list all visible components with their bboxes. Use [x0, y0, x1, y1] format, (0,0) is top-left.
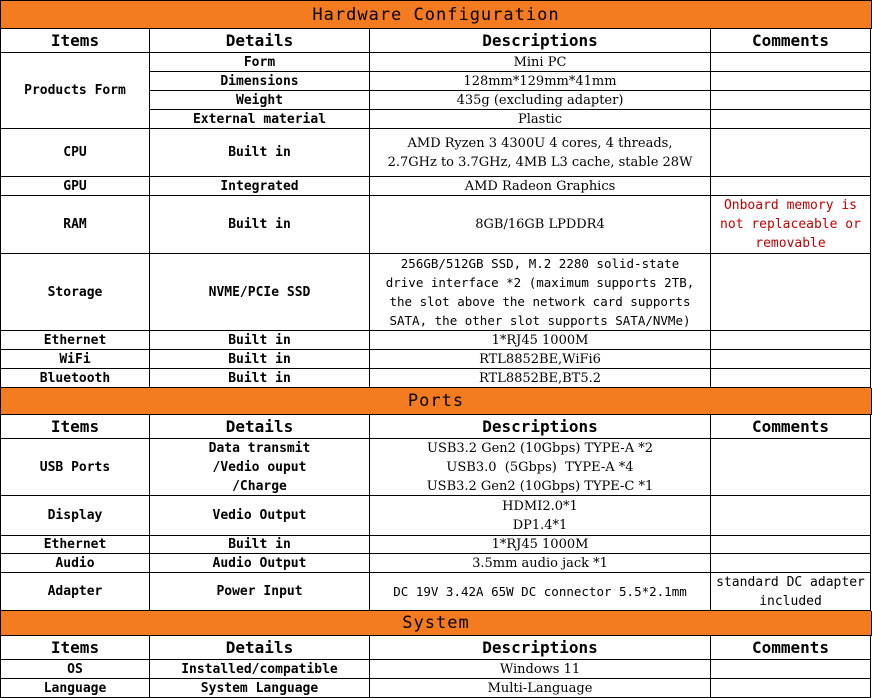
table-row [0, 72, 872, 91]
detail-storage: NVME/PCIe SSD [150, 254, 370, 331]
comment-line: standard DC adapter [716, 574, 865, 590]
comment-empty [711, 72, 871, 91]
item-cpu: CPU [0, 129, 150, 177]
section-banner-hardware [0, 0, 872, 29]
desc-ram: 8GB/16GB LPDDR4 [370, 196, 711, 254]
detail-language: System Language [150, 679, 370, 698]
comment-empty [711, 679, 871, 698]
desc-ethernet: 1*RJ45 1000M [370, 331, 711, 350]
desc-line: USB3.2 Gen2 (10Gbps) TYPE-C *1 [426, 478, 654, 494]
section-title: System [402, 613, 470, 633]
comment-line: not replaceable or [720, 217, 861, 232]
table-row-cpu [0, 129, 872, 177]
section-title: Hardware Configuration [312, 4, 560, 25]
comment-empty [711, 91, 871, 110]
desc-language: Multi-Language [370, 679, 711, 698]
desc-ethernet: 1*RJ45 1000M [370, 536, 711, 554]
desc-gpu: AMD Radeon Graphics [370, 177, 711, 196]
table-row-bluetooth [0, 369, 872, 388]
comment-empty [711, 536, 871, 554]
desc-line: AMD Ryzen 3 4300U 4 cores, 4 threads, [407, 135, 673, 151]
desc-line: USB3.0 (5Gbps) TYPE-A *4 [446, 459, 634, 475]
detail-line: /Charge [232, 478, 287, 494]
col-header-descriptions: Descriptions [370, 29, 711, 53]
table-row-ram [0, 196, 872, 254]
desc-line: drive interface *2 (maximum supports 2TB, [385, 275, 695, 290]
col-header-details: Details [150, 415, 370, 439]
comment-ram [711, 196, 871, 254]
item-wifi: WiFi [0, 350, 150, 369]
item-adapter: Adapter [0, 573, 150, 611]
table-row [0, 110, 872, 129]
comment-empty [711, 53, 871, 72]
detail-line: /Vedio ouput [212, 459, 307, 475]
desc-bluetooth: RTL8852BE,BT5.2 [370, 369, 711, 388]
comment-empty [711, 177, 871, 196]
section-banner-ports [0, 388, 872, 415]
table-row-gpu [0, 177, 872, 196]
desc-line: HDMI2.0*1 [502, 498, 578, 514]
item-os: OS [0, 660, 150, 679]
column-header-row [0, 415, 872, 439]
desc-line: DP1.4*1 [512, 517, 568, 533]
desc-line: 256GB/512GB SSD, M.2 2280 solid-state [400, 256, 680, 271]
col-header-descriptions: Descriptions [370, 636, 711, 660]
comment-empty [711, 110, 871, 129]
col-header-comments: Comments [711, 415, 871, 439]
detail-bluetooth: Built in [150, 369, 370, 388]
comment-line: included [759, 593, 822, 609]
desc-wifi: RTL8852BE,WiFi6 [370, 350, 711, 369]
detail-gpu: Integrated [150, 177, 370, 196]
desc-weight: 435g (excluding adapter) [370, 91, 711, 110]
table-row-wifi [0, 350, 872, 369]
desc-external-material: Plastic [370, 110, 711, 129]
comment-empty [711, 369, 871, 388]
col-header-details: Details [150, 636, 370, 660]
table-row [0, 91, 872, 110]
detail-dimensions: Dimensions [150, 72, 370, 91]
detail-usb-ports [150, 439, 370, 496]
desc-display [370, 496, 711, 536]
item-ethernet: Ethernet [0, 331, 150, 350]
table-row-storage [0, 254, 872, 331]
column-header-row [0, 29, 872, 53]
detail-form: Form [150, 53, 370, 72]
detail-ram: Built in [150, 196, 370, 254]
detail-weight: Weight [150, 91, 370, 110]
desc-line: the slot above the network card supports [389, 294, 691, 309]
item-audio: Audio [0, 554, 150, 573]
comment-empty [711, 660, 871, 679]
item-storage: Storage [0, 254, 150, 331]
table-row-display [0, 496, 872, 536]
detail-line: Data transmit [208, 440, 311, 456]
comment-empty [711, 129, 871, 177]
desc-usb-ports [370, 439, 711, 496]
item-ethernet: Ethernet [0, 536, 150, 554]
comment-empty [711, 331, 871, 350]
detail-cpu: Built in [150, 129, 370, 177]
col-header-descriptions: Descriptions [370, 415, 711, 439]
desc-dimensions: 128mm*129mm*41mm [370, 72, 711, 91]
detail-os: Installed/compatible [150, 660, 370, 679]
section-banner-system [0, 611, 872, 636]
detail-external-material: External material [150, 110, 370, 129]
desc-line: USB3.2 Gen2 (10Gbps) TYPE-A *2 [426, 440, 653, 456]
table-row [0, 53, 872, 72]
item-display: Display [0, 496, 150, 536]
desc-audio: 3.5mm audio jack *1 [370, 554, 711, 573]
item-bluetooth: Bluetooth [0, 369, 150, 388]
detail-ethernet: Built in [150, 536, 370, 554]
col-header-comments: Comments [711, 636, 871, 660]
detail-audio: Audio Output [150, 554, 370, 573]
table-row-ethernet [0, 331, 872, 350]
table-row-usb-ports [0, 439, 872, 496]
detail-adapter: Power Input [150, 573, 370, 611]
table-row-language [0, 679, 872, 698]
desc-os: Windows 11 [370, 660, 711, 679]
desc-cpu [370, 129, 711, 177]
column-header-row [0, 636, 872, 660]
item-ram: RAM [0, 196, 150, 254]
detail-ethernet: Built in [150, 331, 370, 350]
desc-line: SATA, the other slot supports SATA/NVMe) [389, 313, 691, 328]
comment-empty [711, 439, 871, 496]
detail-display: Vedio Output [150, 496, 370, 536]
comment-adapter [711, 573, 871, 611]
item-gpu: GPU [0, 177, 150, 196]
col-header-items: Items [0, 415, 150, 439]
table-row-audio [0, 554, 872, 573]
item-usb-ports: USB Ports [0, 439, 150, 496]
col-header-items: Items [0, 29, 150, 53]
col-header-comments: Comments [711, 29, 871, 53]
comment-empty [711, 554, 871, 573]
comment-empty [711, 496, 871, 536]
col-header-details: Details [150, 29, 370, 53]
table-row-os [0, 660, 872, 679]
desc-storage [370, 254, 711, 331]
table-row-adapter [0, 573, 872, 611]
section-title: Ports [407, 391, 465, 411]
table-row-ports-ethernet [0, 536, 872, 554]
comment-empty [711, 254, 871, 331]
comment-line: Onboard memory is [723, 198, 858, 213]
desc-line: 2.7GHz to 3.7GHz, 4MB L3 cache, stable 28W [387, 154, 693, 170]
item-language: Language [0, 679, 150, 698]
comment-line: removable [755, 236, 826, 251]
desc-form: Mini PC [370, 53, 711, 72]
col-header-items: Items [0, 636, 150, 660]
comment-empty [711, 350, 871, 369]
desc-adapter: DC 19V 3.42A 65W DC connector 5.5*2.1mm [370, 573, 711, 611]
item-products-form: Products Form [0, 53, 150, 129]
detail-wifi: Built in [150, 350, 370, 369]
